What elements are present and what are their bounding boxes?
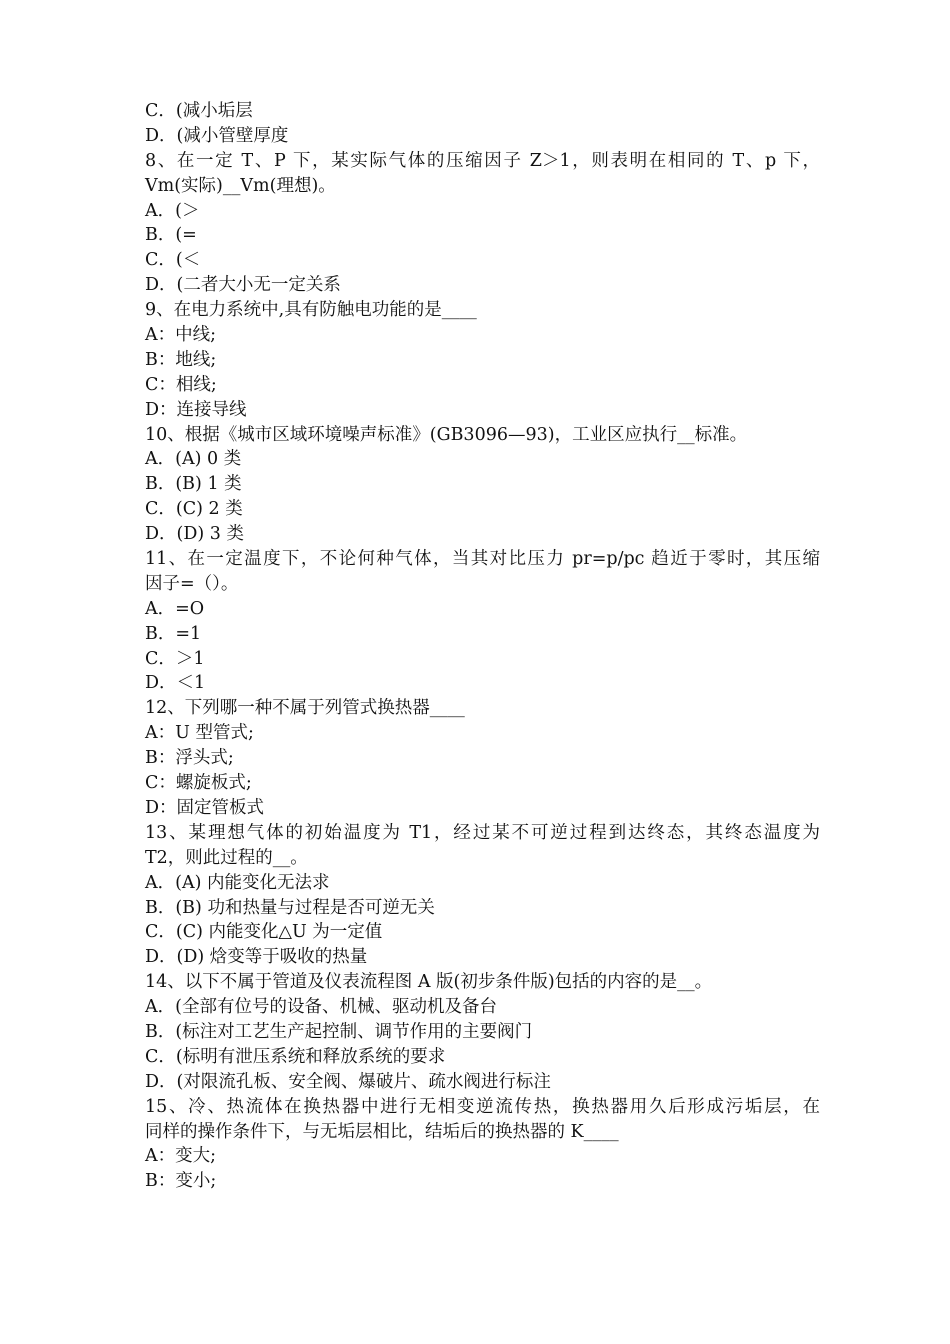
option-line: A．(A) 内能变化无法求 <box>145 872 330 893</box>
question-13-line-2: T2，则此过程的__。 <box>145 847 308 868</box>
option-line: C．(标明有泄压系统和释放系统的要求 <box>145 1046 446 1067</box>
option-line: B：变小; <box>145 1171 217 1192</box>
question-8-line-1: 8、在一定 T、P 下，某实际气体的压缩因子 Z＞1，则表明在相同的 T、p 下， <box>145 150 820 171</box>
option-line: D：固定管板式 <box>145 797 265 818</box>
option-line: A．(全部有位号的设备、机械、驱动机及备台 <box>145 997 497 1018</box>
option-line: C．(C) 2 类 <box>145 499 243 520</box>
question-9: 9、在电力系统中,具有防触电功能的是____ <box>145 300 477 321</box>
question-14: 14、以下不属于管道及仪表流程图 A 版(初步条件版)包括的内容的是__。 <box>145 972 713 993</box>
option-line: C：螺旋板式; <box>145 773 252 794</box>
question-12: 12、下列哪一种不属于列管式换热器____ <box>145 698 465 719</box>
option-line: B．(B) 1 类 <box>145 474 242 495</box>
question-11-line-1: 11、在一定温度下，不论何种气体，当其对比压力 pr=p/pc 趋近于零时，其压缩 <box>145 549 820 570</box>
option-line: A．(A) 0 类 <box>145 449 242 470</box>
option-line: C．＞1 <box>145 648 205 669</box>
option-line: B．(标注对工艺生产起控制、调节作用的主要阀门 <box>145 1021 533 1042</box>
option-line: D．(二者大小无一定关系 <box>145 275 341 296</box>
option-line: D．(D) 3 类 <box>145 524 244 545</box>
option-line: D．(对限流孔板、安全阀、爆破片、疏水阀进行标注 <box>145 1071 551 1092</box>
option-line: B：地线; <box>145 349 217 370</box>
option-line: D：连接导线 <box>145 399 247 420</box>
option-line: A．=O <box>145 598 205 619</box>
option-line: A：变大; <box>145 1146 217 1167</box>
question-15-line-1: 15、冷、热流体在换热器中进行无相变逆流传热，换热器用久后形成污垢层，在 <box>145 1096 820 1117</box>
option-line: A．(＞ <box>145 200 200 221</box>
option-line: C．(C) 内能变化△U 为一定值 <box>145 922 383 943</box>
question-8-line-2: Vm(实际)__Vm(理想)。 <box>145 175 336 196</box>
text-line: D．(减小管壁厚度 <box>145 125 289 146</box>
option-line: C．(＜ <box>145 250 201 271</box>
option-line: D．(D) 焓变等于吸收的热量 <box>145 947 368 968</box>
option-line: B．(B) 功和热量与过程是否可逆无关 <box>145 897 435 918</box>
question-15-line-2: 同样的操作条件下，与无垢层相比，结垢后的换热器的 K____ <box>145 1121 619 1142</box>
document-page <box>145 99 820 1194</box>
option-line: B．(= <box>145 225 197 246</box>
option-line: D．＜1 <box>145 673 206 694</box>
question-13-line-1: 13、某理想气体的初始温度为 T1，经过某不可逆过程到达终态，其终态温度为 <box>145 822 820 843</box>
question-11-line-2: 因子=（）。 <box>145 573 239 594</box>
option-line: A：中线; <box>145 325 217 346</box>
text-line: C．(减小垢层 <box>145 101 253 121</box>
option-line: B．=1 <box>145 623 202 644</box>
option-line: B：浮头式; <box>145 748 234 769</box>
option-line: A：U 型管式; <box>145 723 254 744</box>
option-line: C：相线; <box>145 374 217 395</box>
question-10: 10、根据《城市区域环境噪声标准》(GB3096—93)，工业区应执行__标准。 <box>145 424 748 445</box>
